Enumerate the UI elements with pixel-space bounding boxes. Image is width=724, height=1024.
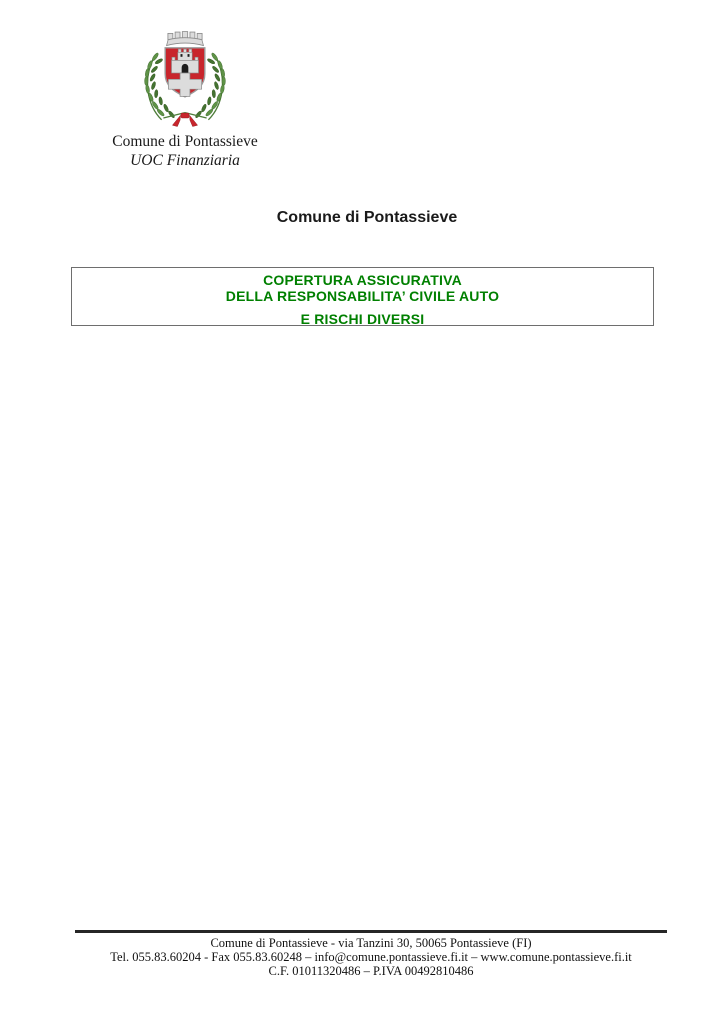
title-line-3: E RISCHI DIVERSI: [300, 311, 425, 327]
footer-address: Comune di Pontassieve - via Tanzini 30, 50065 Pontassieve (FI): [210, 935, 532, 950]
title-line-1: COPERTURA ASSICURATIVA: [263, 272, 462, 288]
logo-caption-line2: UOC Finanziaria: [130, 152, 240, 169]
footer-contacts: Tel. 055.83.60204 - Fax 055.83.60248 – info@comune.pontassieve.fi.it – www.comune.pontassieve.fi.it: [110, 949, 632, 964]
title-line-2: DELLA RESPONSABILITA’ CIVILE AUTO: [225, 288, 500, 304]
logo-caption-line1: Comune di Pontassieve: [112, 133, 258, 150]
footer-fiscal: C.F. 01011320486 – P.IVA 00492810486: [268, 963, 474, 978]
footer-divider: [75, 930, 667, 933]
insurance-title-box: [71, 267, 654, 326]
footer-text: [75, 936, 667, 978]
comune-coat-of-arms-icon: [131, 26, 239, 129]
document-heading: Comune di Pontassieve: [276, 209, 458, 226]
logo-block: [96, 26, 274, 170]
page-footer: [75, 930, 667, 978]
